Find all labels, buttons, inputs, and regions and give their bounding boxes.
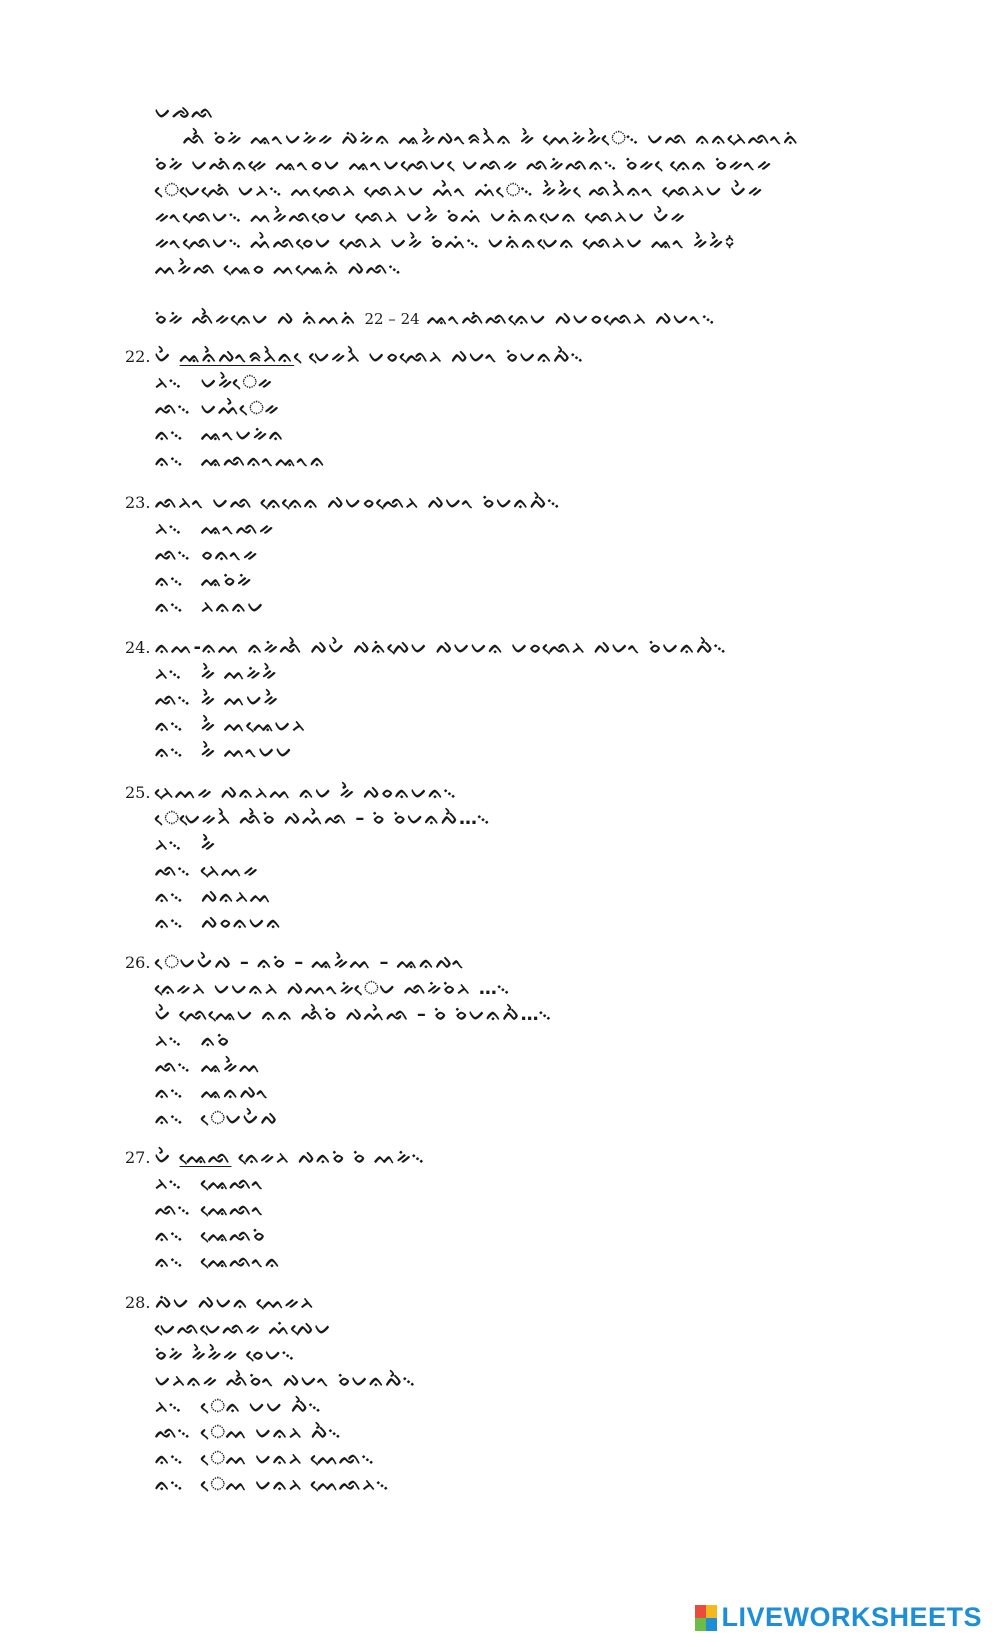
- answer-option[interactable]: [125, 832, 885, 858]
- option-letter: ᨊ᨞: [155, 596, 185, 617]
- option-letter: ᨊ᨞: [155, 741, 185, 762]
- stem-text: ᨔᨗᨀᨗ ᨀᨛᨀᨛᨀ ᨔᨙᨆ᨞: [155, 1344, 297, 1365]
- reading-passage: [155, 100, 885, 282]
- option-letter: ᨒ᨞: [155, 1199, 192, 1220]
- answer-option[interactable]: [125, 1080, 885, 1106]
- option-letter: ᨒ᨞: [155, 689, 192, 710]
- stem-text: ᨒᨂᨚ ᨆᨒ ᨊᨙᨊᨙᨊ ᨄᨆᨔᨒᨙᨂ ᨄᨆᨚ ᨔᨗᨆᨊᨄᨛ᨞: [155, 492, 562, 513]
- liveworksheets-logo: [695, 1602, 982, 1633]
- option-letter: ᨒ᨞: [155, 860, 192, 881]
- option-letter: ᨂ᨞: [155, 518, 184, 539]
- question-26: [125, 950, 885, 1132]
- option-letter: ᨊ᨞: [155, 450, 185, 471]
- instruction-range: 22 – 24: [364, 310, 420, 328]
- answer-option[interactable]: [125, 1223, 885, 1249]
- option-letter: ᨒ᨞: [155, 398, 192, 419]
- answer-option[interactable]: [125, 1446, 885, 1472]
- option-text: ᨕᨙᨒᨚ: [201, 1199, 266, 1220]
- answer-option[interactable]: [125, 1028, 885, 1054]
- stem-text: ᨊᨙᨀᨂ ᨆᨆᨊᨂ ᨄᨓᨚᨀᨗᨙᨆ ᨒᨀᨗᨔᨗᨂ …᨞: [155, 978, 512, 999]
- question-stem-line: [125, 490, 885, 516]
- stem-text: ᨆᨛ: [155, 346, 173, 367]
- stem-text: ᨆᨛ ᨒᨙᨕᨙᨆ ᨊᨊ ᨒᨛᨔᨗ ᨄᨓᨛᨒ – ᨔᨗ ᨔᨗᨆᨊᨄᨛ…᨞: [155, 1004, 554, 1025]
- option-letter: ᨊ᨞: [155, 1225, 185, 1246]
- question-stem-line: [125, 344, 885, 370]
- option-letter: ᨂ᨞: [155, 1173, 184, 1194]
- question-stem-line: [125, 635, 885, 661]
- question-number: 26.: [125, 953, 151, 972]
- question-stem-line: [125, 1368, 885, 1394]
- instruction-line: [155, 306, 717, 332]
- stem-text-after: ᨊᨙᨀᨂ ᨄᨊᨔᨗ ᨔᨗ ᨓᨀᨗ᨞: [238, 1147, 427, 1168]
- option-letter: ᨊ᨞: [155, 1448, 185, 1469]
- answer-option[interactable]: [125, 884, 885, 910]
- answer-option[interactable]: [125, 1106, 885, 1132]
- option-text: ᨕᨒᨊᨚᨕᨚᨊ: [201, 450, 327, 471]
- question-23: [125, 490, 885, 620]
- liveworksheets-mark-icon: [695, 1605, 717, 1631]
- option-text: ᨙᨓ ᨆᨊᨂ ᨄᨛ᨞: [201, 1422, 343, 1443]
- option-text: ᨕᨀᨛᨓ: [201, 1056, 262, 1077]
- option-text: ᨕᨔᨗᨀᨗ: [201, 570, 253, 591]
- logo-text: LIVEWORKSHEETS: [721, 1602, 982, 1632]
- option-letter: ᨒ᨞: [155, 1422, 192, 1443]
- answer-option[interactable]: [125, 516, 885, 542]
- answer-option[interactable]: [125, 448, 885, 474]
- question-25: [125, 780, 885, 936]
- stem-text: ᨙᨆᨙᨀᨂᨛ ᨒᨛᨔᨗ ᨄᨓᨛᨒ – ᨔᨗ ᨔᨗᨆᨊᨄᨛ…᨞: [155, 808, 492, 829]
- option-letter: ᨂ᨞: [155, 1030, 184, 1051]
- question-22: [125, 344, 885, 474]
- option-letter: ᨂ᨞: [155, 834, 184, 855]
- passage-line: ᨀᨚᨒᨙᨆ᨞ ᨓᨛᨒᨔᨙᨆ ᨒᨙᨂ ᨆᨀᨛ ᨔᨗᨓᨗ᨞ ᨆᨊᨗᨊᨆᨙᨊ ᨒᨙᨂᨆ ᨕᨚ ᨀᨛᨀᨛ᨟: [155, 232, 735, 253]
- option-letter: ᨂ᨞: [155, 1396, 184, 1417]
- option-text: ᨙᨆᨆᨛᨄ: [201, 1108, 279, 1129]
- answer-option[interactable]: [125, 1054, 885, 1080]
- option-text: ᨄᨊᨂᨓ: [201, 886, 273, 907]
- option-text: ᨙᨓ ᨆᨊᨂ ᨓᨙᨒ᨞: [201, 1448, 376, 1469]
- answer-option[interactable]: [125, 910, 885, 936]
- option-letter: ᨊ᨞: [155, 715, 185, 736]
- stem-text: ᨆᨙᨒᨆᨙᨒᨀ ᨓᨗᨄᨙᨆ: [155, 1318, 333, 1339]
- question-number: 24.: [125, 638, 151, 657]
- option-letter: ᨒ᨞: [155, 1056, 192, 1077]
- instruction-text-before: ᨔᨗᨀᨗ ᨒᨛᨀᨊᨙᨆ ᨄ ᨊᨗᨓᨊᨗ: [155, 308, 358, 329]
- option-text: ᨕᨙᨒᨚ: [201, 1173, 266, 1194]
- question-stem-line: [125, 1145, 885, 1171]
- question-stem-line: [125, 976, 885, 1002]
- answer-option[interactable]: [125, 1197, 885, 1223]
- option-text: ᨕᨚᨒᨀ: [201, 518, 276, 539]
- option-text: ᨀᨛ ᨓᨀᨗᨀᨛ: [201, 663, 279, 684]
- question-stem-line: [125, 1290, 885, 1316]
- answer-option[interactable]: [125, 594, 885, 620]
- option-text: ᨊᨔᨗ: [201, 1030, 231, 1051]
- underlined-word: ᨕᨊᨛᨄᨚᨑᨂᨛᨊ: [179, 346, 295, 367]
- option-letter: ᨊ᨞: [155, 1082, 185, 1103]
- question-24: [125, 635, 885, 765]
- stem-text: ᨊᨓ-ᨊᨓ ᨊᨀᨗᨒᨛ ᨄᨆᨛ ᨄᨊᨗᨄᨙᨆ ᨄᨆᨆᨊ ᨆᨔᨒᨙᨂ ᨄᨆᨚ ᨔᨗᨆᨊᨄᨛ᨞: [155, 637, 728, 658]
- instruction-text-after: ᨕᨚᨒᨗᨒᨊᨙᨆ ᨄᨆᨔᨒᨙᨂ ᨄᨆᨚ᨞: [426, 308, 717, 329]
- logo-square: [695, 1618, 706, 1631]
- stem-text: ᨂᨙᨓᨀ ᨄᨊᨂᨓ ᨊᨆ ᨀᨛᨗ ᨄᨔᨊᨆᨊ᨞: [155, 782, 458, 803]
- passage-line: ᨓᨀᨛᨒ ᨕᨙᨔ ᨓᨕᨙᨊᨗ ᨄᨒ᨞: [155, 258, 403, 279]
- option-text: ᨀᨛ ᨓᨆᨀᨛ: [201, 689, 280, 710]
- question-28: [125, 1290, 885, 1498]
- stem-text: ᨆᨂᨊᨀ ᨒᨛᨔᨗᨚ ᨄᨆᨚ ᨔᨗᨆᨊᨄᨛ᨞: [155, 1370, 418, 1391]
- stem-text: ᨆᨛ: [155, 1147, 173, 1168]
- option-text: ᨀᨛᨗ: [201, 834, 217, 855]
- question-stem-line: [125, 1316, 885, 1342]
- option-letter: ᨂ᨞: [155, 663, 184, 684]
- option-letter: ᨊ᨞: [155, 570, 185, 591]
- answer-option[interactable]: [125, 687, 885, 713]
- logo-square: [706, 1605, 717, 1618]
- question-stem-line: [125, 806, 885, 832]
- answer-option[interactable]: [125, 1249, 885, 1275]
- answer-option[interactable]: [125, 370, 885, 396]
- answer-option[interactable]: [125, 1472, 885, 1498]
- stem-text: ᨙᨆᨆᨛᨄ – ᨊᨔᨗ – ᨕᨀᨛᨓ – ᨕᨊᨄᨚ: [155, 952, 466, 973]
- option-text: ᨄᨔᨊᨆᨊ: [201, 912, 283, 933]
- option-text: ᨔᨊᨚᨀ: [201, 544, 260, 565]
- answer-option[interactable]: [125, 661, 885, 687]
- logo-square: [706, 1618, 717, 1631]
- passage-title: ᨆᨌᨒ: [155, 102, 215, 123]
- underlined-word: ᨕᨙᨒ: [179, 1147, 232, 1168]
- option-text: ᨆᨓᨛᨙᨀ: [201, 398, 281, 419]
- option-text: ᨆᨀᨛᨙᨀ: [201, 372, 274, 393]
- option-text: ᨕᨙᨒᨔᨗ: [201, 1225, 267, 1246]
- answer-option[interactable]: [125, 422, 885, 448]
- option-letter: ᨊ᨞: [155, 912, 185, 933]
- passage-line: ᨙᨆᨙᨒᨙᨗ ᨆᨂ᨞ ᨓᨒᨙᨂ ᨒᨙᨂᨆ ᨓᨛᨚ ᨓᨗᨙ᨞ ᨀᨛᨀᨛ ᨙᨒᨂᨛᨊᨚ ᨒᨙᨂᨆ ᨆᨛᨀ: [155, 180, 764, 201]
- question-stem-line: [125, 950, 885, 976]
- question-number: 25.: [125, 783, 151, 802]
- answer-option[interactable]: [125, 858, 885, 884]
- question-stem-line: [125, 1342, 885, 1368]
- passage-line: ᨀᨚᨒᨙᨆ᨞ ᨓᨀᨛᨒᨔᨙᨆ ᨒᨙᨂ ᨆᨀᨛ ᨔᨗᨓᨗ ᨆᨊᨗᨊᨆᨙᨊ ᨒᨙᨂᨆ ᨆᨛᨀ: [155, 206, 687, 227]
- option-text: ᨂᨙᨓᨀ: [201, 860, 260, 881]
- option-text: ᨙᨊ ᨆᨆ ᨄᨛ᨞: [201, 1396, 323, 1417]
- answer-option[interactable]: [125, 568, 885, 594]
- answer-option[interactable]: [125, 739, 885, 765]
- question-27: [125, 1145, 885, 1275]
- question-number: 28.: [125, 1293, 151, 1312]
- option-letter: ᨒ᨞: [155, 544, 192, 565]
- option-text: ᨀᨛ ᨓᨚᨆᨆ: [201, 741, 294, 762]
- answer-option[interactable]: [125, 713, 885, 739]
- answer-option[interactable]: [125, 1394, 885, 1420]
- option-text: ᨂᨊᨊᨆ: [201, 596, 266, 617]
- answer-option[interactable]: [125, 1420, 885, 1446]
- option-letter: ᨊ᨞: [155, 1251, 185, 1272]
- option-letter: ᨊ᨞: [155, 1108, 185, 1129]
- question-number: 27.: [125, 1148, 151, 1167]
- question-stem-line: [125, 780, 885, 806]
- option-letter: ᨊ᨞: [155, 1474, 185, 1495]
- option-text: ᨕᨙᨒᨚᨊ: [201, 1251, 282, 1272]
- option-text: ᨀᨛ ᨓᨕᨙᨆᨂ: [201, 715, 307, 736]
- passage-line: ᨔᨗᨀᨗ ᨆᨒᨗᨊᨀᨙ ᨕᨚᨔᨆ ᨕᨚᨆᨒᨙᨆ ᨙᨆᨒᨀ ᨒᨀᨗᨒᨊ᨞ ᨔᨗᨀ ᨙᨊᨙᨊ ᨔᨗᨀᨚᨀ: [155, 154, 773, 175]
- option-letter: ᨊ᨞: [155, 886, 185, 907]
- stem-text-after: ᨙᨆᨙᨀᨂᨛ ᨆᨔᨒᨙᨂ ᨄᨆᨚ ᨔᨗᨆᨊᨄᨛ᨞: [309, 346, 586, 367]
- answer-option[interactable]: [125, 396, 885, 422]
- option-text: ᨙᨓ ᨆᨊᨂ ᨓᨙᨒᨂ᨞: [201, 1474, 391, 1495]
- question-stem-line: [125, 1002, 885, 1028]
- option-text: ᨕᨚᨆᨀᨗᨊ: [201, 424, 285, 445]
- question-number: 22.: [125, 347, 151, 366]
- option-letter: ᨊ᨞: [155, 424, 185, 445]
- option-letter: ᨂ᨞: [155, 372, 184, 393]
- answer-option[interactable]: [125, 1171, 885, 1197]
- option-text: ᨕᨊᨄᨚ: [201, 1082, 271, 1103]
- stem-text: ᨄᨗᨆ ᨄᨆᨊ ᨓᨙᨀᨂ: [155, 1292, 316, 1313]
- answer-option[interactable]: [125, 542, 885, 568]
- question-number: 23.: [125, 493, 151, 512]
- passage-line: ᨒᨛ ᨔᨗᨀᨗ ᨕᨚᨆᨀᨗᨀ ᨄᨗᨀᨗᨊ ᨕᨀᨛᨄᨚᨑᨂᨛᨊ ᨀᨛ ᨓᨙᨀᨗᨀᨛᨙ᨞ ᨆᨒ ᨊᨊᨂᨙᨒᨚᨊᨗ: [183, 128, 800, 149]
- logo-square: [695, 1605, 706, 1618]
